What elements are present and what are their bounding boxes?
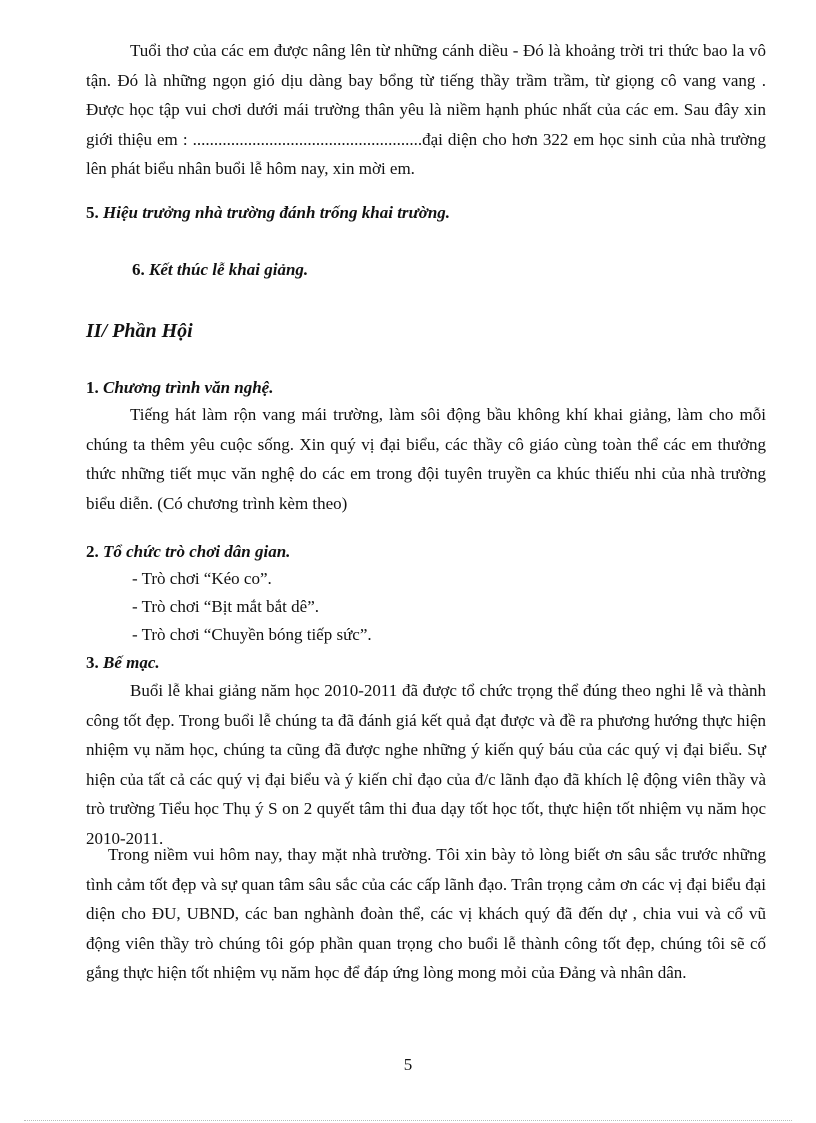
game-item: - Trò chơi “Bịt mắt bắt dê”. [132,597,319,616]
game-item: - Trò chơi “Chuyền bóng tiếp sức”. [132,625,372,644]
intro-paragraph: Tuổi thơ của các em được nâng lên từ những cánh diều - Đó là khoảng trời tri thức bao la vô tận. Đó là những ngọn gió dịu dàng bay bổng từ tiếng thầy trầm trầm, từ giọng cô vang vang . Được học tập vui chơi dưới mái trường thân yêu là niềm hạnh phúc nhất của các em. Sau đây xin giới thiệu em : ......................................................đại diện cho hơn 322 em học sinh của nhà trường lên phát biểu nhân buổi lễ hôm nay, xin mời em. [86,41,766,178]
sub-3-heading: 3. Bế mạc. [86,653,160,672]
page-number: 5 [403,1055,413,1074]
sub-1-paragraph: Tiếng hát làm rộn vang mái trường, làm sôi động bầu không khí khai giảng, làm cho mỗi chúng ta thêm yêu cuộc sống. Xin quý vị đại biểu, các thầy cô giáo cùng toàn thể các em thưởng thức những tiết mục văn nghệ do các em trong đội tuyên truyền ca khúc thiếu nhi của nhà trường biểu diễn. (Có chương trình kèm theo) [86,405,766,513]
closing-paragraph: Trong niềm vui hôm nay, thay mặt nhà trường. Tôi xin bày tỏ lòng biết ơn sâu sắc trước những tình cảm tốt đẹp và sự quan tâm sâu sắc của các cấp lãnh đạo. Trân trọng cảm ơn các vị đại biểu đại diện cho ĐU, UBND, các ban nghành đoàn thể, các vị khách quý đã đến dự , chia vui và cổ vũ động viên thầy trò chúng tôi góp phần quan trọng cho buổi lễ thành công tốt đẹp, chúng tôi sẽ cố gắng thực hiện tốt nhiệm vụ năm học để đáp ứng lòng mong mỏi của Đảng và nhân dân. [86,845,766,982]
sub-3-paragraph: Buổi lễ khai giảng năm học 2010-2011 đã được tổ chức trọng thể đúng theo nghi lễ và thành công tốt đẹp. Trong buổi lễ chúng ta đã đánh giá kết quả đạt được và đề ra phương hướng thực hiện nhiệm vụ năm học, chúng ta cũng đã được nghe những ý kiến quý báu của các quý vị đại biểu. Sự hiện của tất cả các quý vị đại biểu và ý kiến chỉ đạo của đ/c lãnh đạo đã khích lệ động viên thầy và trò trường Tiểu học Thụ ý S on 2 quyết tâm thi đua dạy tốt học tốt, thực hiện tốt nhiệm vụ năm học 2010-2011. [86,681,766,848]
item-6-heading: 6. Kết thúc lễ khai giảng. [132,260,309,279]
footer-divider [24,1120,792,1121]
sub-1-heading: 1. Chương trình văn nghệ. [86,378,274,397]
game-item: - Trò chơi “Kéo co”. [132,569,272,588]
item-5-heading: 5. Hiệu trưởng nhà trường đánh trống khai trường. [86,203,451,222]
section-2-title: II/ Phần Hội [86,320,193,342]
sub-2-heading: 2. Tổ chức trò chơi dân gian. [86,542,291,561]
